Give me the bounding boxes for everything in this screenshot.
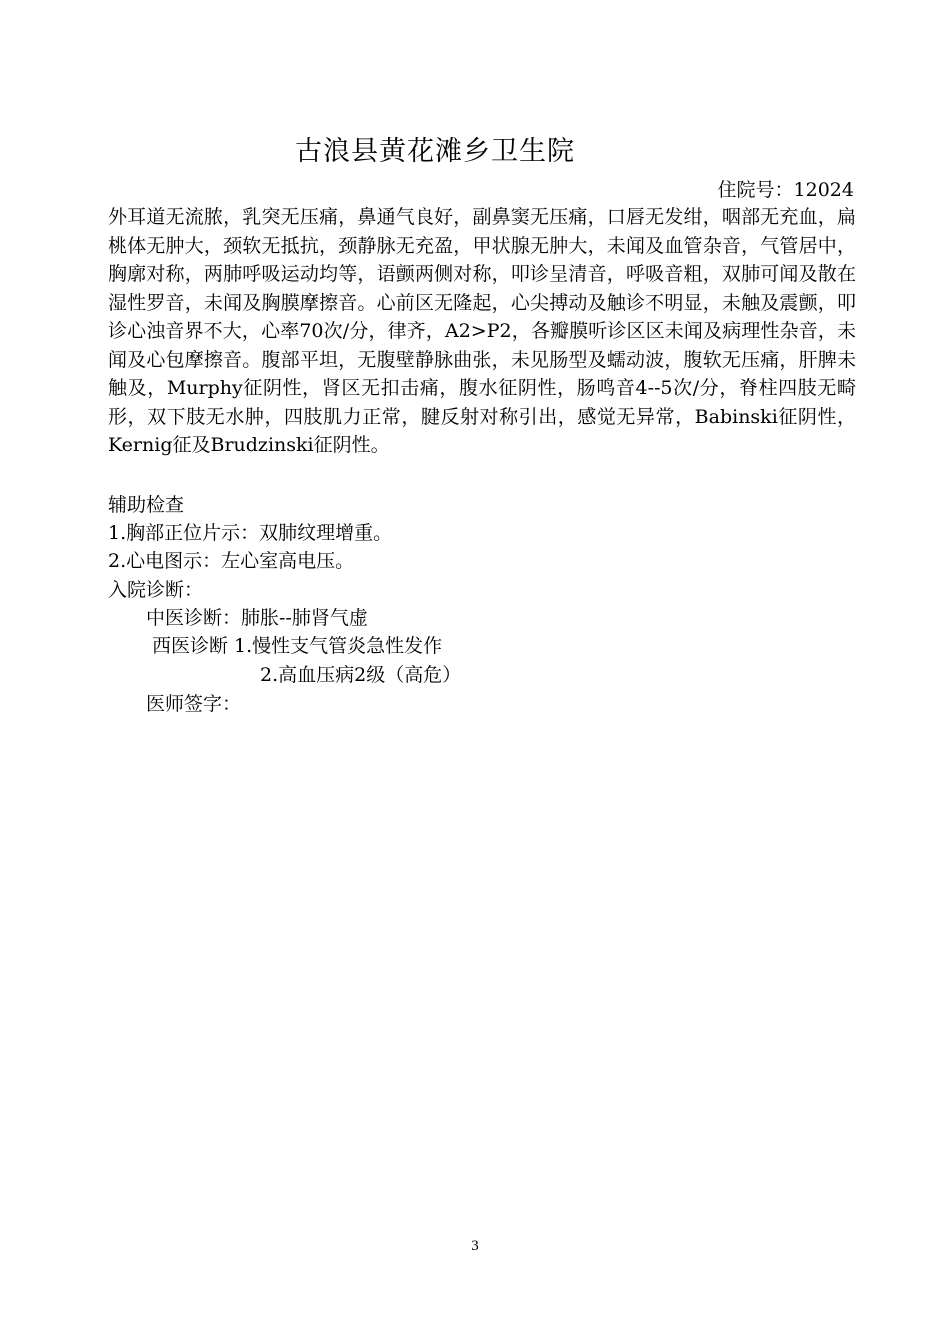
auxiliary-exam-item: 2.心电图示：左心室高电压。 (108, 550, 355, 572)
auxiliary-exam-item: 1.胸部正位片示：双肺纹理增重。 (108, 522, 393, 544)
admission-diagnosis-heading: 入院诊断： (108, 579, 204, 601)
western-diagnosis-2: 2.高血压病2级（高危） (260, 664, 462, 686)
western-diagnosis-1: 西医诊断 1.慢性支气管炎急性发作 (152, 635, 443, 657)
page-title: 古浪县黄花滩乡卫生院 (295, 136, 575, 167)
page-number: 3 (471, 1238, 479, 1254)
admission-number: 住院号：12024 (717, 179, 854, 201)
tcm-diagnosis: 中医诊断：肺胀--肺肾气虚 (146, 607, 368, 629)
auxiliary-exam-heading: 辅助检查 (108, 494, 185, 516)
physical-exam-paragraph: 外耳道无流脓，乳突无压痛，鼻通气良好，副鼻窦无压痛，口唇无发绀，咽部无充血，扁桃体无肿大，颈软无抵抗，颈静脉无充盈，甲状腺无肿大，未闻及血管杂音，气管居中，胸廓对称，两肺呼吸运动均等，语颤两侧对称，叩诊呈清音，呼吸音粗，双肺可闻及散在湿性罗音，未闻及胸膜摩擦音。心前区无隆起，心尖搏动及触诊不明显，未触及震颤，叩诊心浊音界不大，心率70次/分，律齐，A2>P2，各瓣膜听诊区区未闻及病理性杂音，未闻及心包摩擦音。腹部平坦，无腹壁静脉曲张，未见肠型及蠕动波，腹软无压痛，肝脾未触及，Murphy征阴性，肾区无扣击痛，腹水征阴性，肠鸣音4--5次/分，脊柱四肢无畸形，双下肢无水肿，四肢肌力正常，腱反射对称引出，感觉无异常，Babinski征阴性，Kernig征及Brudzinski征阴性。 (108, 206, 856, 456)
physician-signature-label: 医师签字： (146, 693, 242, 715)
